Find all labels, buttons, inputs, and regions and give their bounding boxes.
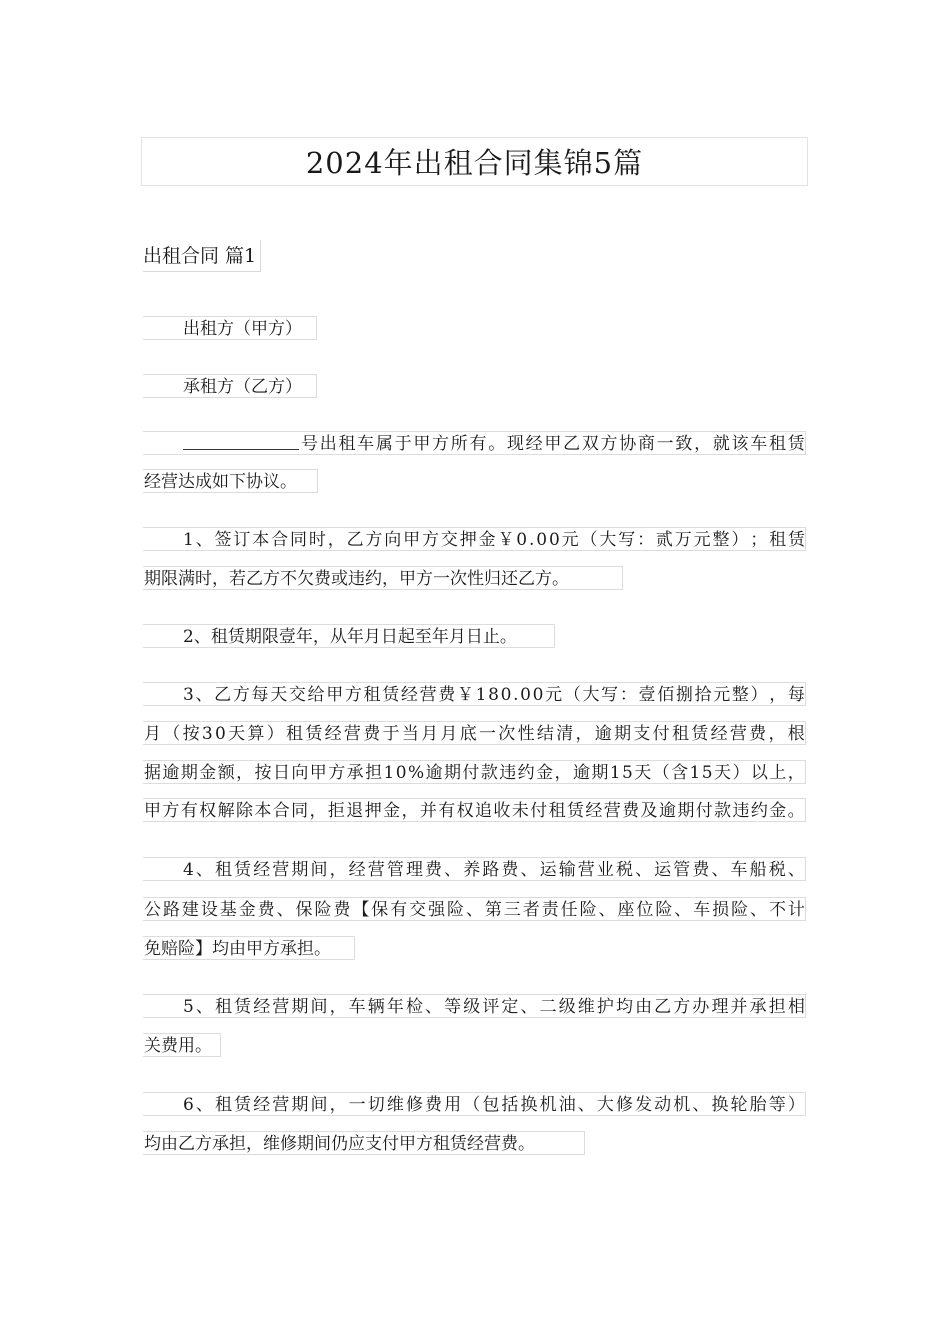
paragraph-line: 4 、 租 赁 经 营 期 间 ， 经 营 管 理 费 、 养 路 费 、 运 输 营 业 税 、 运 管 费 、 车 船 税 、 [143,857,806,881]
paragraph-line: 5 、 租 赁 经 营 期 间 ， 车 辆 年 检 、 等 级 评 定 、 二 级 维 护 均 由 乙 方 办 理 并 承 担 相 [143,994,806,1018]
section-heading: 出租合同 篇1 [143,240,261,272]
party-a-line: 出租方（甲方） [143,316,317,340]
paragraph-line: 经营达成如下协议。 [143,469,318,493]
document-title [141,137,808,186]
paragraph-line: 3 、 乙 方 每 天 交 给 甲 方 租 赁 经 营 费 ￥ 1 8 0 . 0 0 元 （ 大 写 ： 壹 佰 捌 拾 元 整 ） ， 每 [143,682,806,706]
paragraph-line: 免赔险】均由甲方承担。 [143,936,355,960]
paragraph-line: 甲 方 有 权 解 除 本 合 同 ， 拒 退 押 金 ， 并 有 权 追 收 未 付 租 赁 经 营 费 及 逾 期 付 款 违 约 金 。 [143,798,806,822]
party-b-line: 承租方（乙方） [143,374,317,398]
paragraph-line: 公 路 建 设 基 金 费 、 保 险 费 【 保 有 交 强 险 、 第 三 者 责 任 险 、 座 位 险 、 车 损 险 、 不 计 [143,897,806,921]
paragraph-line: 关费用。 [143,1033,221,1057]
paragraph-line: 均由乙方承担，维修期间仍应支付甲方租赁经营费。 [143,1131,585,1155]
paragraph-line: 2、租赁期限壹年，从年月日起至年月日止。 [143,624,555,648]
blank-underline [183,432,299,450]
paragraph-line: 6 、 租 赁 经 营 期 间 ， 一 切 维 修 费 用 （ 包 括 换 机 油 、 大 修 发 动 机 、 换 轮 胎 等 ） [143,1092,806,1116]
document-title-text: 2024年出租合同集锦5篇 [305,146,644,180]
paragraph-line: 月 （ 按 3 0 天 算 ） 租 赁 经 营 费 于 当 月 月 底 一 次 性 结 清 ， 逾 期 支 付 租 赁 经 营 费 ， 根 [143,721,806,745]
paragraph-line: 1 、 签 订 本 合 同 时 ， 乙 方 向 甲 方 交 押 金 ￥ 0 . 0 0 元 （ 大 写 ： 贰 万 元 整 ） ； 租 赁 [143,527,806,551]
paragraph-line: 期限满时，若乙方不欠费或违约，甲方一次性归还乙方。 [143,566,623,590]
paragraph-line: 号 出 租 车 属 于 甲 方 所 有 。 现 经 甲 乙 双 方 协 商 一 致 ， 就 该 车 租 赁 [143,431,806,455]
paragraph-line: 据 逾 期 金 额 ， 按 日 向 甲 方 承 担 1 0 % 逾 期 付 款 违 约 金 ， 逾 期 1 5 天 （ 含 1 5 天 ） 以 上 ， [143,760,806,784]
